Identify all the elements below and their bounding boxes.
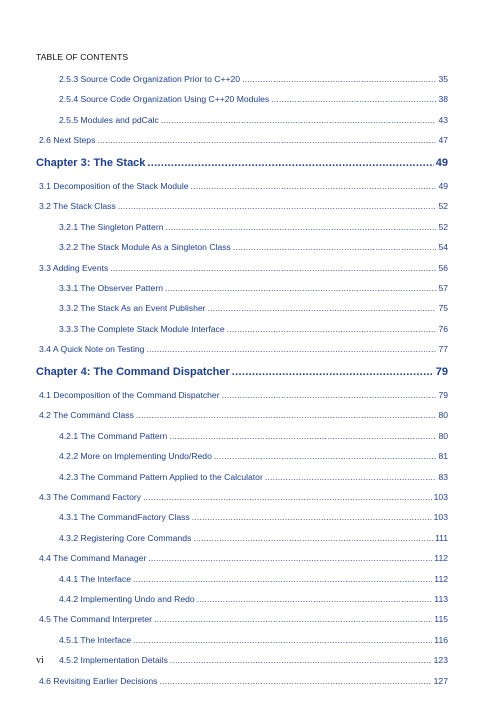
toc-entry-title: 3.2 The Stack Class xyxy=(39,201,116,212)
toc-entry[interactable] xyxy=(36,89,448,109)
toc-entry-page: 113 xyxy=(434,593,448,604)
toc-entry-page: 83 xyxy=(438,471,448,482)
toc-entry-page: 52 xyxy=(438,201,448,212)
toc-entry[interactable] xyxy=(36,507,448,527)
dot-leader xyxy=(110,258,436,278)
toc-entry[interactable] xyxy=(36,69,448,89)
toc-entry-page: 112 xyxy=(434,573,448,584)
toc-entry-title: 3.2.1 The Singleton Pattern xyxy=(59,221,164,232)
toc-entry[interactable] xyxy=(36,217,448,237)
dot-leader xyxy=(133,630,432,650)
toc-entry-page: 77 xyxy=(438,344,448,355)
toc-entry-title: 4.4.1 The Interface xyxy=(59,573,131,584)
dot-leader xyxy=(227,319,437,339)
toc-entry-title: 4.6 Revisiting Earlier Decisions xyxy=(39,675,158,686)
dot-leader xyxy=(146,339,436,359)
dot-leader xyxy=(265,467,437,487)
toc-entry-page: 56 xyxy=(438,262,448,273)
dot-leader xyxy=(193,528,433,548)
dot-leader xyxy=(159,671,431,691)
toc-entry[interactable] xyxy=(36,385,448,405)
toc-entry-page: 111 xyxy=(434,532,448,543)
dot-leader xyxy=(165,278,436,298)
toc-entry[interactable] xyxy=(36,589,448,609)
page-number: vi xyxy=(36,655,44,666)
toc-entry-page: 49 xyxy=(435,156,448,169)
toc-entry-title: 4.2.3 The Command Pattern Applied to the Calculator xyxy=(59,471,263,482)
dot-leader xyxy=(148,548,432,568)
dot-leader xyxy=(232,360,434,386)
toc-entry-title: 2.5.5 Modules and pdCalc xyxy=(59,114,159,125)
toc-entry-page: 52 xyxy=(438,221,448,232)
dot-leader xyxy=(242,69,436,89)
toc-entry-title: 3.3.2 The Stack As an Event Publisher xyxy=(59,303,206,314)
toc-entry[interactable] xyxy=(36,196,448,216)
toc-entry-page: 80 xyxy=(438,410,448,421)
toc-entry-page: 115 xyxy=(434,614,448,625)
dot-leader xyxy=(118,196,437,216)
toc-entry-title: 4.2.1 The Command Pattern xyxy=(59,430,168,441)
toc-entry-title: 4.4 The Command Manager xyxy=(39,553,147,564)
toc-chapter-entry[interactable] xyxy=(36,151,448,177)
toc-entry-page: 123 xyxy=(433,655,448,666)
dot-leader xyxy=(133,569,432,589)
dot-leader xyxy=(143,487,432,507)
toc-entry-page: 76 xyxy=(438,323,448,334)
toc-entry[interactable] xyxy=(36,630,448,650)
toc-entry-title: 4.1 Decomposition of the Command Dispatcher xyxy=(39,390,220,401)
dot-leader xyxy=(147,151,433,177)
dot-leader xyxy=(161,110,437,130)
toc-entry-title: 2.6 Next Steps xyxy=(39,135,96,146)
toc-entry-title: 4.3 The Command Factory xyxy=(39,492,142,503)
dot-leader xyxy=(97,130,436,150)
toc-entry-page: 127 xyxy=(433,675,448,686)
toc-chapter-entry[interactable] xyxy=(36,360,448,386)
toc-entry-title: 3.1 Decomposition of the Stack Module xyxy=(39,181,189,192)
toc-entry[interactable] xyxy=(36,237,448,257)
toc-entry[interactable] xyxy=(36,110,448,130)
toc-entry[interactable] xyxy=(36,319,448,339)
dot-leader xyxy=(214,446,437,466)
toc-entry-title: 2.5.3 Source Code Organization Prior to C++20 xyxy=(59,74,241,84)
toc-entry-page: 43 xyxy=(438,114,448,125)
toc-entry[interactable] xyxy=(36,278,448,298)
table-of-contents xyxy=(36,69,448,691)
toc-entry-page: 49 xyxy=(438,181,448,192)
toc-entry-title: Chapter 4: The Command Dispatcher xyxy=(36,365,230,378)
toc-entry[interactable] xyxy=(36,528,448,548)
dot-leader xyxy=(191,176,437,196)
toc-entry-title: 4.2 The Command Class xyxy=(39,410,134,421)
toc-entry-page: 35 xyxy=(438,74,448,84)
toc-entry[interactable] xyxy=(36,258,448,278)
dot-leader xyxy=(169,426,436,446)
toc-entry-title: Chapter 3: The Stack xyxy=(36,156,146,169)
dot-leader xyxy=(233,237,437,257)
toc-entry-page: 112 xyxy=(434,553,448,564)
toc-entry-page: 103 xyxy=(433,512,448,523)
toc-entry-page: 116 xyxy=(434,634,448,645)
toc-entry[interactable] xyxy=(36,405,448,425)
toc-entry-title: 3.4 A Quick Note on Testing xyxy=(39,344,145,355)
toc-entry-title: 4.3.1 The CommandFactory Class xyxy=(59,512,190,523)
toc-entry-page: 103 xyxy=(433,492,448,503)
toc-entry-page: 75 xyxy=(438,303,448,314)
dot-leader xyxy=(208,298,437,318)
toc-entry-page: 57 xyxy=(438,283,448,294)
toc-entry-title: 4.3.2 Registering Core Commands xyxy=(59,532,192,543)
toc-entry[interactable] xyxy=(36,176,448,196)
toc-entry-title: 4.5.1 The Interface xyxy=(59,634,131,645)
dot-leader xyxy=(170,650,432,670)
dot-leader xyxy=(165,217,436,237)
toc-entry[interactable] xyxy=(36,467,448,487)
toc-entry-page: 79 xyxy=(435,365,448,378)
toc-entry-title: 3.3.1 The Observer Pattern xyxy=(59,283,163,294)
toc-entry[interactable] xyxy=(36,298,448,318)
toc-entry-title: 4.5 The Command Interpreter xyxy=(39,614,153,625)
toc-entry[interactable] xyxy=(36,609,448,629)
toc-entry-title: 3.3.3 The Complete Stack Module Interface xyxy=(59,323,225,334)
toc-entry-title: 3.3 Adding Events xyxy=(39,262,109,273)
toc-entry-title: 4.5.2 Implementation Details xyxy=(59,655,168,666)
dot-leader xyxy=(271,89,436,109)
toc-entry-page: 47 xyxy=(438,135,448,146)
toc-entry[interactable] xyxy=(36,426,448,446)
toc-entry-title: 4.4.2 Implementing Undo and Redo xyxy=(59,593,195,604)
toc-entry[interactable] xyxy=(36,671,448,691)
toc-entry[interactable] xyxy=(36,130,448,150)
toc-entry-page: 38 xyxy=(438,94,448,105)
dot-leader xyxy=(192,507,432,527)
dot-leader xyxy=(222,385,437,405)
toc-entry[interactable] xyxy=(36,548,448,568)
toc-entry-title: 3.2.2 The Stack Module As a Singleton Class xyxy=(59,242,231,253)
running-header: TABLE OF CONTENTS xyxy=(36,52,129,62)
dot-leader xyxy=(197,589,433,609)
dot-leader xyxy=(136,405,437,425)
toc-entry[interactable] xyxy=(36,487,448,507)
toc-entry[interactable] xyxy=(36,569,448,589)
toc-entry-page: 79 xyxy=(438,390,448,401)
toc-entry-title: 4.2.2 More on Implementing Undo/Redo xyxy=(59,451,212,462)
toc-entry[interactable] xyxy=(36,339,448,359)
toc-entry-page: 81 xyxy=(438,451,448,462)
dot-leader xyxy=(154,609,432,629)
toc-entry-title: 2.5.4 Source Code Organization Using C++20 Modules xyxy=(59,94,270,105)
toc-entry[interactable] xyxy=(36,650,448,670)
toc-entry-page: 54 xyxy=(438,242,448,253)
toc-entry[interactable] xyxy=(36,446,448,466)
toc-entry-page: 80 xyxy=(438,430,448,441)
